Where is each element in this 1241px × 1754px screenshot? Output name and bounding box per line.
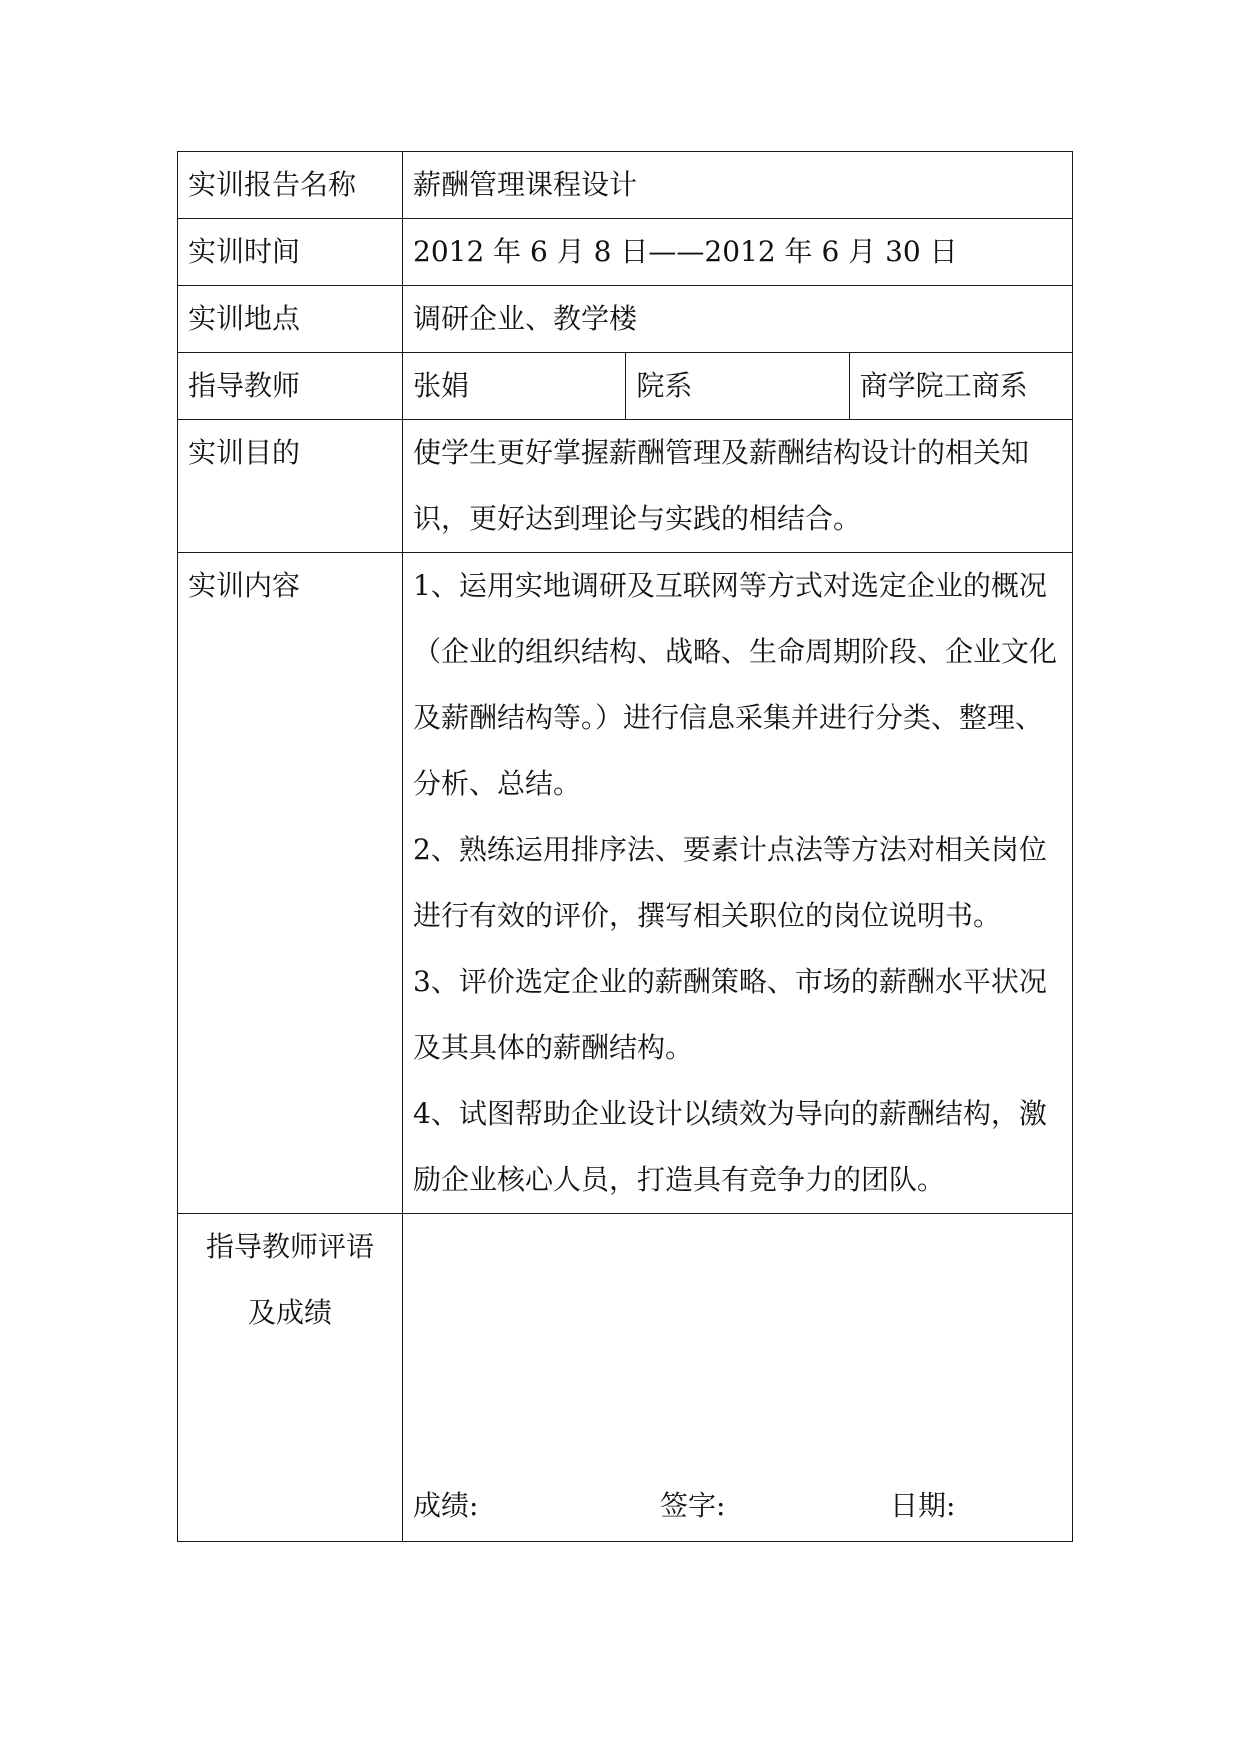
location-label: 实训地点 (178, 286, 403, 353)
goal-value: 使学生更好掌握薪酬管理及薪酬结构设计的相关知识，更好达到理论与实践的相结合。 (403, 420, 1073, 553)
content-item: 1、运用实地调研及互联网等方式对选定企业的概况（企业的组织结构、战略、生命周期阶段、企业文化及薪酬结构等。）进行信息采集并进行分类、整理、分析、总结。 (413, 569, 1058, 800)
date-label: 日期: (890, 1489, 956, 1522)
teacher-label: 指导教师 (178, 353, 403, 420)
goal-label: 实训目的 (178, 420, 403, 553)
time-value: 2012 年 6 月 8 日——2012 年 6 月 30 日 (403, 219, 1073, 286)
report-name-value: 薪酬管理课程设计 (403, 152, 1073, 219)
teacher-value: 张娟 (403, 353, 626, 420)
content-list (403, 553, 1073, 1214)
content-item: 3、评价选定企业的薪酬策略、市场的薪酬水平状况及其具体的薪酬结构。 (413, 965, 1047, 1064)
content-item: 2、熟练运用排序法、要素计点法等方法对相关岗位进行有效的评价，撰写相关职位的岗位说明书。 (413, 833, 1047, 932)
grade-label: 成绩: (413, 1489, 479, 1522)
signature-label: 签字: (660, 1489, 726, 1522)
row-location (178, 286, 1073, 353)
content-item: 4、试图帮助企业设计以绩效为导向的薪酬结构，激励企业核心人员，打造具有竞争力的团队。 (413, 1097, 1047, 1196)
report-name-label: 实训报告名称 (178, 152, 403, 219)
row-content (178, 553, 1073, 1214)
row-time (178, 219, 1073, 286)
time-label: 实训时间 (178, 219, 403, 286)
row-comment (178, 1214, 1073, 1542)
sign-line (413, 1473, 1062, 1539)
comment-label-line2: 及成绩 (247, 1296, 332, 1329)
comment-label-line1: 指导教师评语 (205, 1230, 374, 1263)
row-report-name (178, 152, 1073, 219)
comment-label (178, 1214, 403, 1542)
comment-area[interactable] (403, 1214, 1073, 1542)
row-goal (178, 420, 1073, 553)
content-label: 实训内容 (178, 553, 403, 1214)
row-teacher (178, 353, 1073, 420)
location-value: 调研企业、教学楼 (403, 286, 1073, 353)
training-report-form (177, 151, 1073, 1542)
department-label: 院系 (626, 353, 849, 420)
department-value: 商学院工商系 (849, 353, 1072, 420)
